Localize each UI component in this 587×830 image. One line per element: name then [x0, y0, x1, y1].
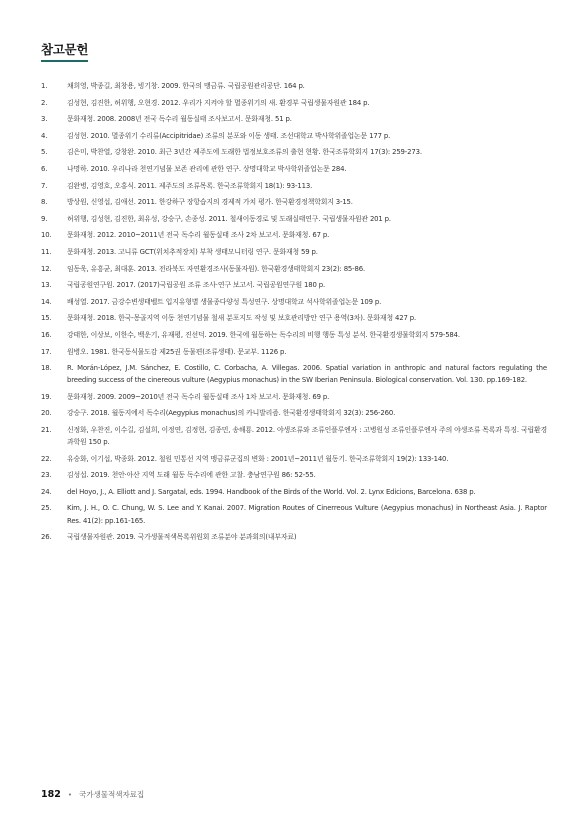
reference-item: [0, 502, 587, 526]
reference-number: 9.: [41, 214, 48, 223]
reference-number: 24.: [41, 487, 52, 496]
reference-number: 8.: [41, 198, 48, 207]
reference-text: 원병오. 1981. 한국동식물도감 제25권 동물편(조류생태). 문교부. 1126 p.: [67, 347, 287, 356]
reference-text: 김성섭. 2019. 천안·아산 지역 도래 월동 독수리에 관한 고찰. 충남연구원 86: 52-55.: [67, 471, 316, 480]
reference-text: 채희영, 박종길, 최창용, 빙기창. 2009. 한국의 맹금류. 국립공원관리공단. 164 p.: [67, 82, 305, 90]
reference-text: 신정화, 우찬진, 이수길, 김설희, 이정연, 김정현, 김종민, 송해룡. 2012. 야생조류와 조류인플루엔자 : 고병원성 조류인플루엔자 주의 야생조류 목록과 특징. 국립환경과학원 150 p.: [67, 425, 547, 447]
reference-item: [0, 453, 587, 465]
reference-item: [0, 296, 587, 308]
reference-text: 강태한, 이상보, 이한수, 백운기, 유재평, 진선덕. 2019. 한국에 월동하는 독수리의 비행 행동 특성 분석. 한국환경생물학회지 579-584.: [67, 330, 460, 339]
reference-number: 4.: [41, 131, 48, 140]
reference-text: 국립생물자원관. 2019. 국가생물적색목록위원회 조류분야 분과회의(내부자료): [67, 533, 297, 542]
reference-number: 16.: [41, 330, 52, 339]
reference-text: 문화재청. 2008. 2008년 전국 독수리 월동실태 조사보고서. 문화재청. 51 p.: [67, 115, 292, 124]
reference-text: 국립공원연구원. 2017. (2017)국립공원 조류 조사·연구 보고서. 국립공원연구원 180 p.: [67, 281, 326, 290]
reference-item: [0, 97, 587, 109]
reference-text: 허위행, 김성현, 김진한, 최유성, 강승구, 손종성. 2011. 철새이동경로 및 도래실태연구. 국립생물자원관 201 p.: [67, 214, 391, 223]
reference-text: 김성현, 김진한, 허위행, 오현경. 2012. 우리가 지켜야 할 멸종위기의 새. 환경부 국립생물자원관 184 p.: [67, 98, 370, 107]
reference-item: [0, 180, 587, 192]
reference-text: 문화재청. 2018. 한국-몽골지역 이동 천연기념물 철새 분포지도 작성 및 보호관리방안 연구 용역(3차). 문화재청 427 p.: [67, 314, 416, 323]
reference-text: 방상원, 신영섭, 김애선. 2011. 한강하구 장항습지의 경제적 가치 평가. 한국환경정책학회지 3-15.: [67, 198, 353, 207]
references-heading: 참고문헌: [41, 42, 89, 57]
reference-number: 17.: [41, 347, 52, 356]
reference-number: 2.: [41, 98, 48, 107]
reference-text: 배성열. 2017. 금강수변생태벨트 입지유형별 생물종다양성 특성연구. 상명대학교 석사학위졸업논문 109 p.: [67, 297, 382, 306]
reference-item: [0, 329, 587, 341]
reference-number: 26.: [41, 533, 52, 542]
reference-number: 23.: [41, 471, 52, 480]
reference-item: [0, 196, 587, 208]
reference-text: del Hoyo, J., A. Elliott and J. Sargatal, eds. 1994. Handbook of the Birds of the World. Vol. 2. Lynx Edicions, Barcelona. 638 p.: [67, 487, 476, 496]
reference-number: 18.: [41, 364, 52, 373]
reference-number: 14.: [41, 297, 52, 306]
reference-item: [0, 113, 587, 125]
reference-list: [0, 80, 587, 548]
page-number: 182: [41, 789, 61, 800]
reference-number: 3.: [41, 115, 48, 124]
reference-item: [0, 146, 587, 158]
reference-text: 문화재청. 2013. 고니류 GCT(위치추적장치) 부착 생태모니터링 연구. 문화재청 59 p.: [67, 247, 318, 256]
reference-number: 19.: [41, 392, 52, 401]
reference-number: 22.: [41, 454, 52, 463]
reference-number: 12.: [41, 264, 52, 273]
reference-item: [0, 391, 587, 403]
reference-number: 5.: [41, 148, 48, 157]
reference-text: 문화재청. 2012. 2010~2011년 전국 독수리 월동실태 조사 2차 보고서. 문화재청. 67 p.: [67, 231, 330, 240]
reference-item: [0, 163, 587, 175]
reference-number: 20.: [41, 409, 52, 418]
reference-text: R. Morán-López, J.M. Sánchez, E. Costillo, C. Corbacha, A. Villegas. 2006. Spatial variation in anthropic and natural factors regulating the breeding success of the cinereous vulture (Aegypius monachus) in the SW Iberian Peninsula. Biological conservation. Vol. 130. pp.169-182.: [67, 364, 547, 385]
book-title: 국가생물적색자료집: [78, 790, 145, 799]
reference-item: [0, 346, 587, 358]
page-footer: [41, 789, 144, 800]
reference-item: [0, 469, 587, 481]
reference-item: [0, 229, 587, 241]
reference-number: 7.: [41, 181, 48, 190]
reference-item: [0, 80, 587, 92]
reference-number: 21.: [41, 425, 52, 434]
reference-text: 김완병, 김영호, 오홍식. 2011. 제주도의 조류목록. 한국조류학회지 18(1): 93-113.: [67, 181, 313, 190]
reference-text: 문화재청. 2009. 2009~2010년 전국 독수리 월동실태 조사 1차 보고서. 문화재청. 69 p.: [67, 392, 330, 401]
reference-item: [0, 246, 587, 258]
footer-separator: •: [67, 790, 72, 799]
reference-number: 15.: [41, 314, 52, 323]
reference-text: 유승화, 이기섭, 박종화. 2012. 철원 민통선 지역 맹금류군집의 변화 : 2001년~2011년 월동기. 한국조류학회지 19(2): 133-140.: [67, 454, 449, 463]
reference-text: 김성현. 2010. 멸종위기 수리류(Accipitridae) 조류의 분포와 이동 생태. 조선대학교 박사학위졸업논문 177 p.: [67, 131, 391, 140]
reference-item: [0, 312, 587, 324]
reference-item: [0, 263, 587, 275]
reference-number: 11.: [41, 247, 52, 256]
reference-item: [0, 531, 587, 543]
reference-number: 1.: [41, 82, 48, 90]
reference-number: 13.: [41, 281, 52, 290]
reference-item: [0, 279, 587, 291]
reference-text: Kim, J. H., O. C. Chung, W. S. Lee and Y. Kanai. 2007. Migration Routes of Cinerreous Vulture (Aegypius monachus) in Northeast Asia. J. Raptor Res. 41(2): pp.161-165.: [67, 504, 547, 525]
reference-number: 25.: [41, 504, 52, 513]
reference-item: [0, 486, 587, 498]
reference-number: 6.: [41, 164, 48, 173]
reference-text: 김은미, 박찬열, 강창완. 2010. 최근 3년간 제주도에 도래한 법정보호조류의 출현 현황. 한국조류학회지 17(3): 259-273.: [67, 148, 422, 157]
reference-text: 강승구. 2018. 월동지에서 독수리(Aegypius monachus)의 카니발리즘. 한국환경생태학회지 32(3): 256-260.: [67, 409, 396, 418]
reference-item: [0, 130, 587, 142]
reference-item: [0, 213, 587, 225]
heading-underline: [41, 60, 88, 62]
reference-item: [0, 362, 587, 386]
reference-number: 10.: [41, 231, 52, 240]
reference-item: [0, 424, 587, 448]
reference-text: 임동욱, 유흥균, 최대훈. 2013. 전라북도 자연환경조사(동물자원). 한국환경생태학회지 23(2): 85-86.: [67, 264, 366, 273]
reference-item: [0, 407, 587, 419]
reference-text: 나명하. 2010. 우리나라 천연기념물 보존 관리에 관한 연구. 상명대학교 박사학위졸업논문 284.: [67, 164, 347, 173]
